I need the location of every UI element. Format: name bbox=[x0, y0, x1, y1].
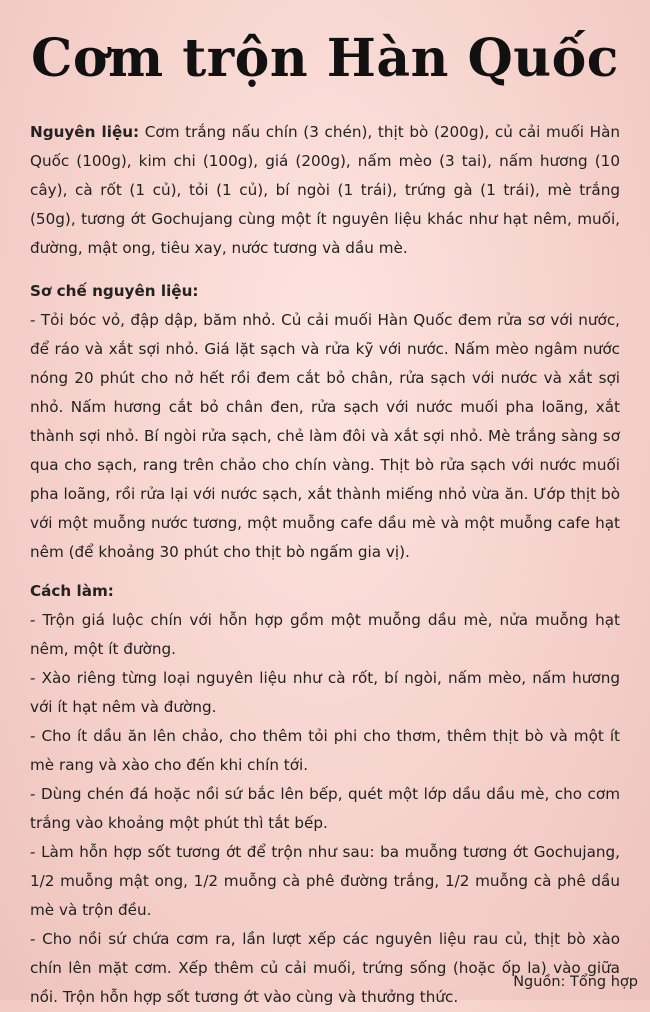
prep-heading: Sơ chế nguyên liệu: bbox=[30, 282, 199, 300]
page-title: Cơm trộn Hàn Quốc bbox=[31, 28, 619, 89]
method-step: - Cho nồi sứ chứa cơm ra, lần lượt xếp các nguyên liệu rau củ, thịt bò xào chín lên mặt cơm. Xếp thêm củ cải muối, trứng sống (hoặc ốp la) vào giữa nồi. Trộn hỗn hợp sốt tương ớt vào cùng và thưởng thức. bbox=[30, 930, 620, 1006]
method-step: - Dùng chén đá hoặc nồi sứ bắc lên bếp, quét một lớp dầu dầu mè, cho cơm trắng vào khoảng một phút thì tắt bếp. bbox=[30, 785, 620, 832]
source-credit: Nguồn: Tổng hợp bbox=[513, 974, 638, 990]
ingredients-label: Nguyên liệu: bbox=[30, 123, 140, 141]
ingredients-paragraph bbox=[30, 118, 620, 263]
method-step: - Làm hỗn hợp sốt tương ớt để trộn như sau: ba muỗng tương ớt Gochujang, 1/2 muỗng mật ong, 1/2 muỗng cà phê đường trắng, 1/2 muỗng cà phê dầu mè và trộn đều. bbox=[30, 843, 620, 919]
method-step: - Cho ít dầu ăn lên chảo, cho thêm tỏi phi cho thơm, thêm thịt bò và một ít mè rang và xào cho đến khi chín tới. bbox=[30, 727, 620, 774]
method-step: - Xào riêng từng loại nguyên liệu như cà rốt, bí ngòi, nấm mèo, nấm hương với ít hạt nêm và đường. bbox=[30, 669, 620, 716]
recipe-body bbox=[30, 118, 620, 1012]
ingredients-text: Cơm trắng nấu chín (3 chén), thịt bò (200g), củ cải muối Hàn Quốc (100g), kim chi (100g), giá (200g), nấm mèo (3 tai), nấm hương (10 cây), cà rốt (1 củ), tỏi (1 củ), bí ngòi (1 trái), trứng gà (1 trái), mè trắng (50g), tương ớt Gochujang cùng một ít nguyên liệu khác như hạt nêm, muối, đường, mật ong, tiêu xay, nước tương và dầu mè. bbox=[30, 123, 620, 257]
method-step: - Trộn giá luộc chín với hỗn hợp gồm một muỗng dầu mè, nửa muỗng hạt nêm, một ít đường. bbox=[30, 611, 620, 658]
method-heading: Cách làm: bbox=[30, 582, 114, 600]
prep-text: - Tỏi bóc vỏ, đập dập, băm nhỏ. Củ cải muối Hàn Quốc đem rửa sơ với nước, để ráo và xắt sợi nhỏ. Giá lặt sạch và rửa kỹ với nước. Nấm mèo ngâm nước nóng 20 phút cho nở hết rồi đem cắt bỏ chân, rửa sạch với nước và xắt sợi nhỏ. Nấm hương cắt bỏ chân đen, rửa sạch với nước muối pha loãng, xắt thành sợi nhỏ. Bí ngòi rửa sạch, chẻ làm đôi và xắt sợi nhỏ. Mè trắng sàng sơ qua cho sạch, rang trên chảo cho chín vàng. Thịt bò rửa sạch với nước muối pha loãng, rồi rửa lại với nước sạch, xắt thành miếng nhỏ vừa ăn. Ướp thịt bò với một muỗng nước tương, một muỗng cafe dầu mè và một muỗng cafe hạt nêm (để khoảng 30 phút cho thịt bò ngấm gia vị). bbox=[30, 311, 620, 561]
